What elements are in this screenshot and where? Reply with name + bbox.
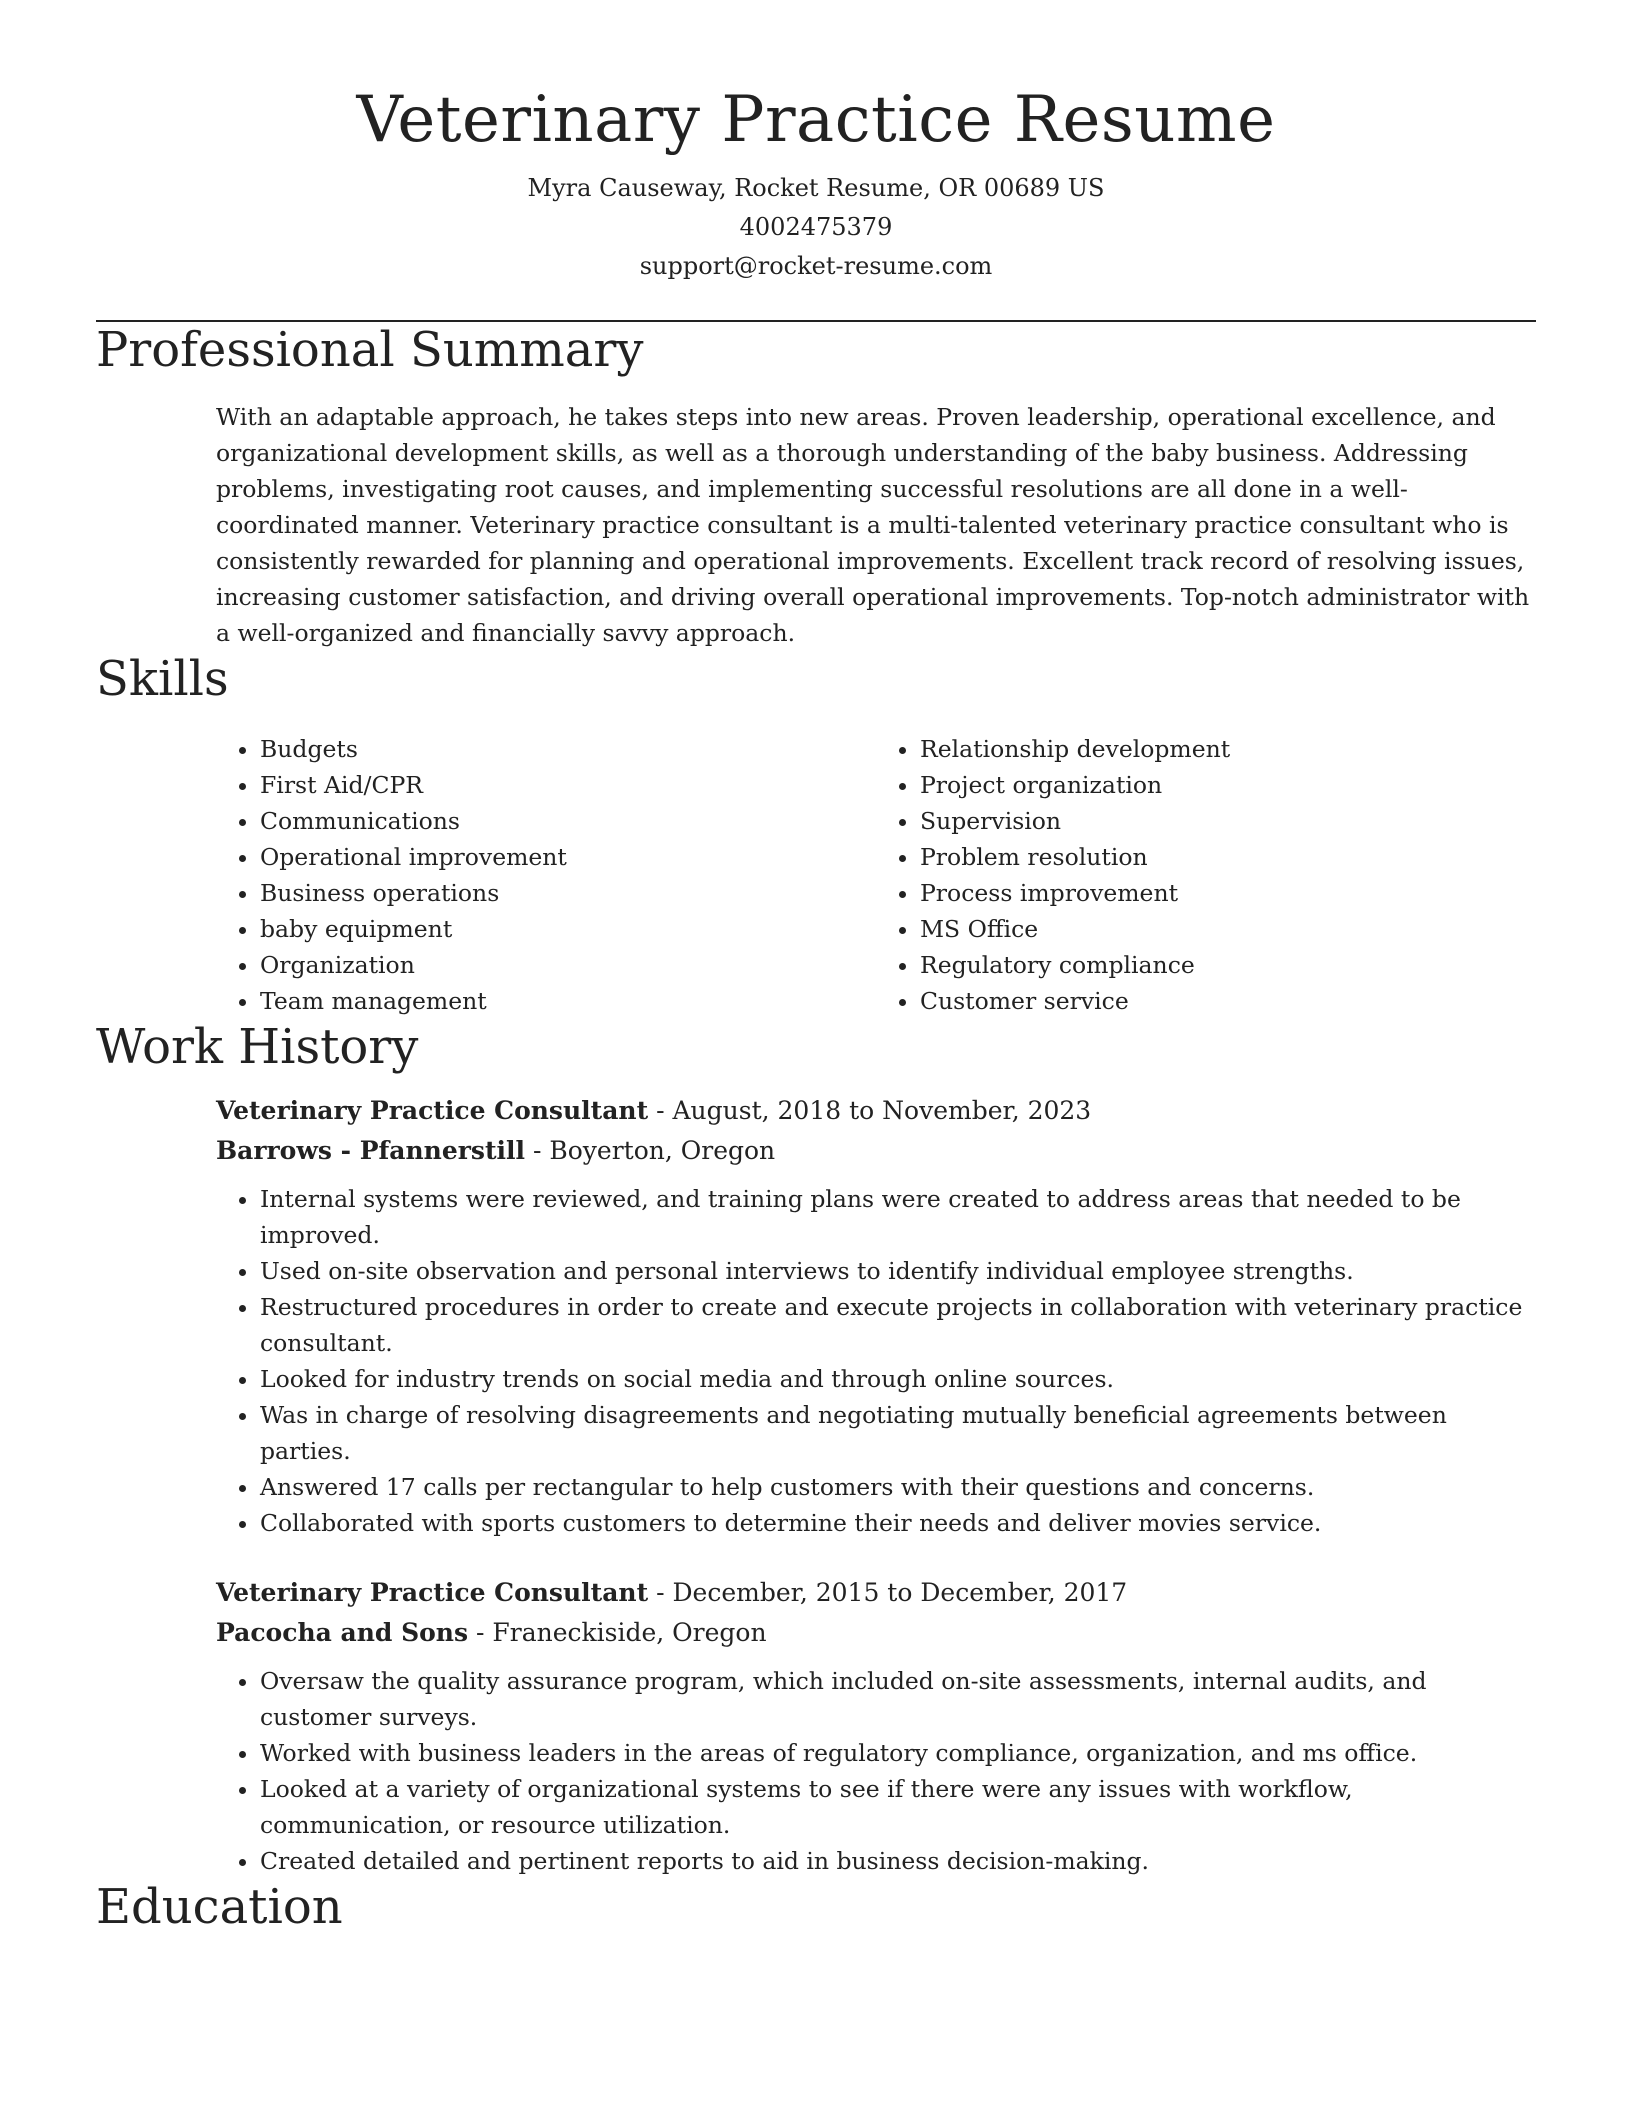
- job-company-line: [216, 1131, 1536, 1171]
- skill-item: • Team management: [260, 983, 876, 1019]
- job-bullet: • Used on-site observation and personal interviews to identify individual employee strengths.: [260, 1253, 1536, 1289]
- job-bullet: • Worked with business leaders in the areas of regulatory compliance, organization, and ms office.: [260, 1735, 1536, 1771]
- summary-text: With an adaptable approach, he takes steps into new areas. Proven leadership, operational excellence, and organizational development skills, as well as a thorough understanding of the baby business. Addressing problems, investigating root causes, and implementing successful resolutions are all done in a well-coordinated manner. Veterinary practice consultant is a multi-talented veterinary practice consultant who is consistently rewarded for planning and operational improvements. Excellent track record of resolving issues, increasing customer satisfaction, and driving overall operational improvements. Top-notch administrator with a well-organized and financially savvy approach.: [216, 403, 1530, 648]
- job-entry: [216, 1573, 1536, 1879]
- job-bullet: • Internal systems were reviewed, and training plans were created to address areas that needed to be improved.: [260, 1181, 1536, 1253]
- skills-list-left: [216, 731, 876, 1019]
- job-separator: -: [648, 1095, 673, 1125]
- job-bullet: • Created detailed and pertinent reports to aid in business decision-making.: [260, 1843, 1536, 1879]
- skill-item: • Organization: [260, 947, 876, 983]
- job-bullet: • Restructured procedures in order to create and execute projects in collaboration with veterinary practice consultant.: [260, 1289, 1536, 1361]
- contact-email: support@rocket-resume.com: [639, 251, 993, 280]
- job-bullet: • Looked at a variety of organizational systems to see if there were any issues with workflow, communication, or resource utilization.: [260, 1771, 1536, 1843]
- job-location: Boyerton, Oregon: [549, 1135, 776, 1165]
- job-title: Veterinary Practice Consultant: [216, 1095, 649, 1125]
- skill-item: • Business operations: [260, 875, 876, 911]
- job-company: Barrows - Pfannerstill: [216, 1135, 526, 1165]
- skills-list-right: [876, 731, 1536, 1019]
- skills-columns: [216, 731, 1536, 1019]
- contact-block: [96, 169, 1536, 286]
- skill-item: • MS Office: [920, 911, 1536, 947]
- skill-item: • Process improvement: [920, 875, 1536, 911]
- job-separator: -: [468, 1617, 493, 1647]
- job-title-line: [216, 1091, 1536, 1131]
- education-heading: Education: [96, 1878, 343, 1935]
- job-location: Franeckiside, Oregon: [492, 1617, 767, 1647]
- job-title-line: [216, 1573, 1536, 1613]
- skill-item: • Customer service: [920, 983, 1536, 1019]
- job-separator: -: [525, 1135, 550, 1165]
- job-bullets: [216, 1663, 1536, 1879]
- resume-title: Veterinary Practice Resume: [356, 83, 1276, 157]
- skill-item: • Problem resolution: [920, 839, 1536, 875]
- skills-heading: Skills: [96, 651, 229, 708]
- skill-item: • Relationship development: [920, 731, 1536, 767]
- skill-item: • Supervision: [920, 803, 1536, 839]
- job-bullet: • Answered 17 calls per rectangular to help customers with their questions and concerns.: [260, 1469, 1536, 1505]
- job-dates: December, 2015 to December, 2017: [672, 1577, 1128, 1607]
- skill-item: • Regulatory compliance: [920, 947, 1536, 983]
- skill-item: • Operational improvement: [260, 839, 876, 875]
- job-company: Pacocha and Sons: [216, 1617, 469, 1647]
- job-bullet: • Collaborated with sports customers to determine their needs and deliver movies service.: [260, 1505, 1536, 1541]
- skill-item: • baby equipment: [260, 911, 876, 947]
- job-entry: [216, 1091, 1536, 1541]
- job-bullet: • Oversaw the quality assurance program, which included on-site assessments, internal audits, and customer surveys.: [260, 1663, 1536, 1735]
- summary-heading: Professional Summary: [96, 321, 644, 378]
- skill-item: • Project organization: [920, 767, 1536, 803]
- skill-item: • Budgets: [260, 731, 876, 767]
- job-bullets: [216, 1181, 1536, 1541]
- job-dates: August, 2018 to November, 2023: [672, 1095, 1092, 1125]
- work-history-heading: Work History: [96, 1018, 419, 1075]
- contact-address: Myra Causeway, Rocket Resume, OR 00689 US: [527, 173, 1105, 202]
- job-bullet: • Was in charge of resolving disagreements and negotiating mutually beneficial agreements between parties.: [260, 1397, 1536, 1469]
- skill-item: • First Aid/CPR: [260, 767, 876, 803]
- skill-item: • Communications: [260, 803, 876, 839]
- contact-phone: 4002475379: [739, 212, 893, 241]
- job-title: Veterinary Practice Consultant: [216, 1577, 649, 1607]
- job-bullet: • Looked for industry trends on social media and through online sources.: [260, 1361, 1536, 1397]
- job-company-line: [216, 1613, 1536, 1653]
- job-separator: -: [648, 1577, 673, 1607]
